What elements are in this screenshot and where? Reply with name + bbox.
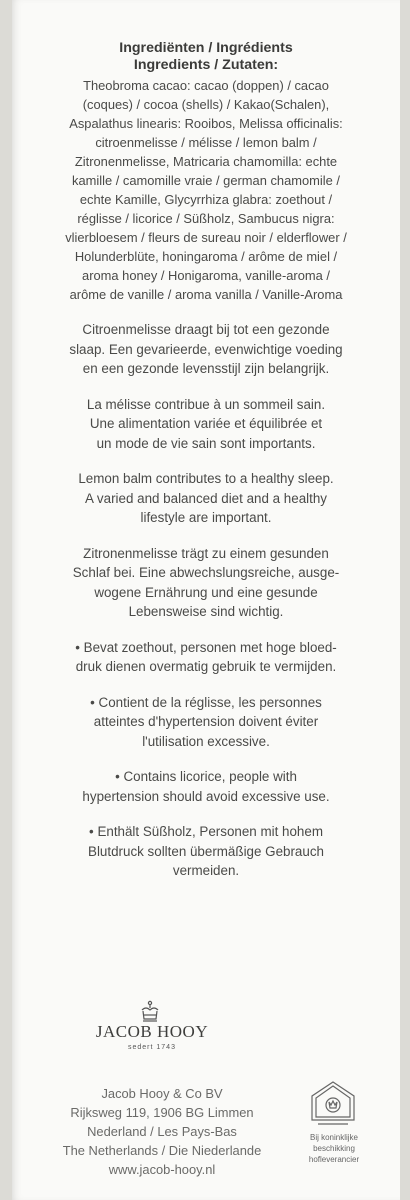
label-text — [12, 40, 400, 881]
crown-icon — [138, 1000, 162, 1024]
heading-line-1: Ingrediënten / Ingrédients — [119, 40, 293, 56]
text-line: A varied and balanced diet and a healthy — [85, 490, 327, 506]
ingredients-line: Zitronenmelisse, Matricaria chamomilla: echte — [74, 154, 338, 169]
claim-german — [12, 544, 400, 622]
text-line: hypertension should avoid excessive use. — [82, 788, 330, 804]
text-line: atteintes d'hypertension doivent éviter — [93, 714, 319, 729]
website-text: www.jacob-hooy.nl — [108, 1162, 216, 1177]
ingredients-line: citroenmelisse / mélisse / lemon balm / — [95, 135, 317, 150]
text-line: Une alimentation variée et équilibrée et — [89, 416, 323, 431]
text-line: vermeiden. — [172, 863, 240, 878]
text-line: • Contient de la réglisse, les personnes — [90, 694, 322, 710]
claim-dutch — [12, 320, 400, 379]
ingredients-line: arôme de vanille / aroma vanilla / Vanille-Aroma — [69, 287, 343, 302]
address-line: Rijksweg 119, 1906 BG Limmen — [70, 1105, 254, 1120]
warning-dutch — [12, 638, 400, 677]
ingredients-heading — [12, 40, 400, 74]
text-line: Lebensweise sind wichtig. — [128, 604, 284, 619]
ingredients-line: aroma honey / Honigaroma, vanille-aroma / — [82, 268, 330, 283]
claim-english — [12, 469, 400, 528]
royal-warrant-icon — [304, 1080, 362, 1128]
brand-name: JACOB HOOY — [95, 1022, 209, 1041]
company-address — [52, 1084, 272, 1179]
heading-line-2: Ingredients / Zutaten: — [133, 57, 279, 73]
text-line: • Enthält Süßholz, Personen mit hohem — [89, 824, 323, 839]
warrant-line: beschikking — [313, 1144, 355, 1153]
text-line: wogene Ernährung und eine gesunde — [94, 584, 318, 600]
ingredients-line: (coques) / cocoa (shells) / Kakao(Schalen), — [82, 97, 330, 112]
brand-since: sedert 1743 — [128, 1044, 176, 1051]
warrant-line: hofleverancier — [308, 1155, 360, 1164]
ingredients-line: vlierbloesem / fleurs de sureau noir / elderflower / — [65, 230, 347, 245]
ingredients-line: Theobroma cacao: cacao (doppen) / cacao — [83, 78, 329, 93]
warrant-line: Bij koninklijke — [309, 1133, 359, 1142]
text-line: l'utilisation excessive. — [142, 733, 270, 749]
text-line: La mélisse contribue à un sommeil sain. — [86, 396, 326, 412]
text-line: slaap. Een gevarieerde, evenwichtige voeding — [69, 341, 343, 357]
text-line: en een gezonde levensstijl zijn belangrijk. — [82, 361, 330, 376]
ingredients-line: Aspalathus linearis: Rooibos, Melissa officinalis: — [69, 116, 343, 131]
text-line: Blutdruck sollten übermäßige Gebrauch — [88, 843, 324, 859]
ingredients-line: echte Kamille, Glycyrrhiza glabra: zoethout / — [79, 192, 333, 207]
warning-french — [12, 693, 400, 752]
text-line: • Contains licorice, people with — [115, 769, 297, 784]
text-line: un mode de vie sain sont importants. — [96, 435, 316, 451]
text-line: druk dienen overmatig gebruik te vermijden. — [75, 659, 337, 674]
text-line: Zitronenmelisse trägt zu einem gesunden — [83, 545, 329, 561]
text-line: Lemon balm contributes to a healthy sleep. — [78, 471, 334, 486]
warning-english — [12, 767, 400, 806]
text-line: Schlaf bei. Eine abwechslungsreiche, ausge- — [72, 565, 340, 580]
ingredients-line: Holunderblüte, honingaroma / arôme de miel / — [74, 249, 338, 264]
ingredients-line: réglisse / licorice / Süßholz, Sambucus nigra: — [77, 211, 335, 226]
address-line: The Netherlands / Die Niederlande — [62, 1143, 262, 1158]
warning-german — [12, 822, 400, 881]
claim-french — [12, 395, 400, 454]
text-line: • Bevat zoethout, personen met hoge bloed- — [75, 639, 337, 655]
warrant-caption — [284, 1132, 384, 1165]
ingredients-list — [12, 76, 400, 304]
package-panel — [12, 0, 400, 1200]
address-line: Nederland / Les Pays-Bas — [87, 1124, 237, 1139]
text-line: Citroenmelisse draagt bij tot een gezonde — [82, 322, 330, 337]
address-line: Jacob Hooy & Co BV — [101, 1086, 223, 1101]
text-line: lifestyle are important. — [140, 510, 272, 525]
ingredients-line: kamille / camomille vraie / german chamomile / — [72, 173, 340, 188]
